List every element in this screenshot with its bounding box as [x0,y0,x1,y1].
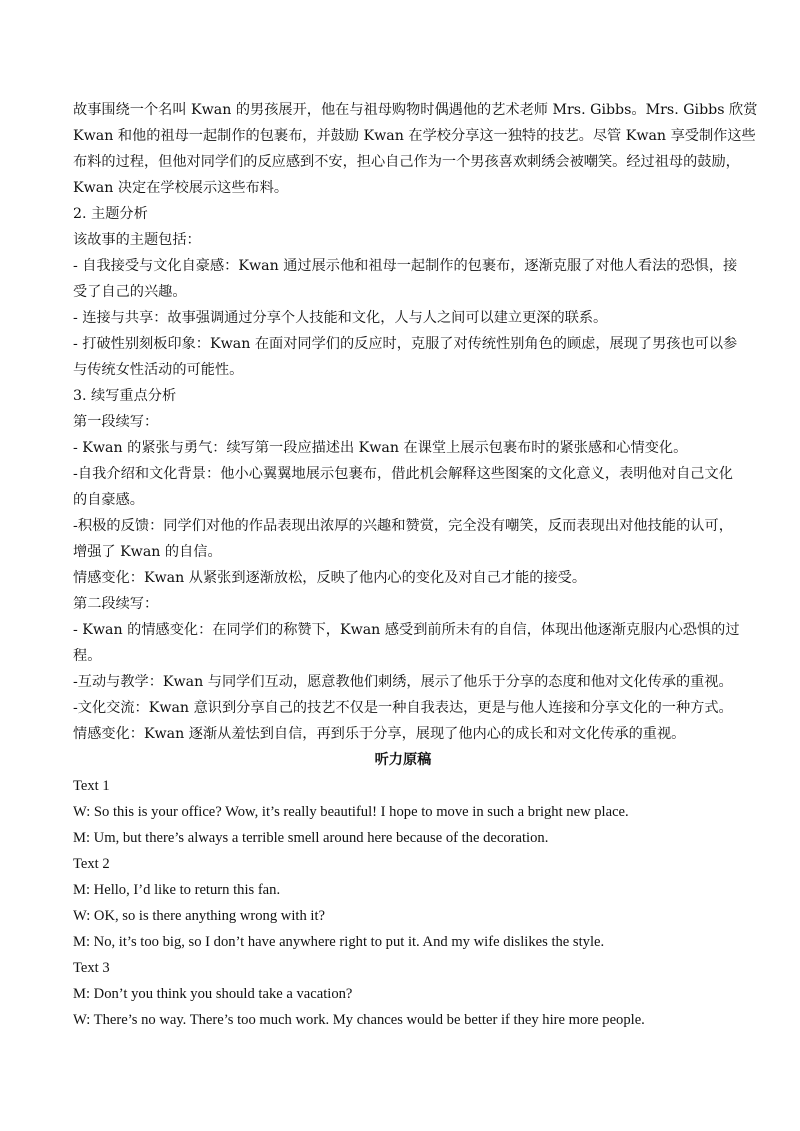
para2-heading: 第二段续写： [73,596,159,612]
dialogue-line: M: Don’t you think you should take a vacation? [73,986,353,1002]
theme-heading: 2. 主题分析 [73,206,148,222]
dialogue-line: W: So this is your office? Wow, it’s really beautiful! I hope to move in such a bright new place. [73,804,629,820]
summary-line: 故事围绕一个名叫 Kwan 的男孩展开，他在与祖母购物时偶遇他的艺术老师 Mrs. Gibbs。Mrs. Gibbs 欣赏 [73,102,758,118]
dialogue-line: M: Hello, I’d like to return this fan. [73,882,281,898]
para1-heading: 第一段续写： [73,414,159,430]
para1-line: - Kwan 的紧张与勇气：续写第一段应描述出 Kwan 在课堂上展示包裹布时的紧张感和心情变化。 [73,440,688,456]
dialogue-line: W: OK, so is there anything wrong with it? [73,908,325,924]
theme-point: - 打破性别刻板印象：Kwan 在面对同学们的反应时，克服了对传统性别角色的顾虑，展现了男孩也可以参 [73,336,738,352]
para1-line: 的自豪感。 [73,492,144,508]
analysis-heading: 3. 续写重点分析 [73,388,177,404]
dialogue-line: W: There’s no way. There’s too much work. My chances would be better if they hire more people. [73,1012,645,1028]
text2-label: Text 2 [73,856,110,872]
theme-point: - 连接与共享：故事强调通过分享个人技能和文化，人与人之间可以建立更深的联系。 [73,310,608,326]
summary-line: Kwan 和他的祖母一起制作的包裹布，并鼓励 Kwan 在学校分享这一独特的技艺。尽管 Kwan 享受制作这些 [73,128,756,144]
document-page [73,97,758,1033]
para2-line: 程。 [73,648,102,664]
theme-analysis-section [73,201,738,383]
transcript-title: 听力原稿 [374,752,432,768]
dialogue-line: M: Um, but there’s always a terrible smell around here because of the decoration. [73,830,549,846]
dialogue-line: M: No, it’s too big, so I don’t have anywhere right to put it. And my wife dislikes the style. [73,934,605,950]
continuation-analysis-section [73,383,740,747]
listening-transcript-section [73,747,733,1033]
para1-line: 情感变化：Kwan 从紧张到逐渐放松，反映了他内心的变化及对自己才能的接受。 [73,570,587,586]
theme-intro: 该故事的主题包括： [73,232,201,248]
text1-label: Text 1 [73,778,110,794]
text3-label: Text 3 [73,960,110,976]
story-summary [73,97,758,201]
theme-point: 与传统女性活动的可能性。 [73,362,244,378]
summary-line: Kwan 决定在学校展示这些布料。 [73,180,289,196]
para2-line: -互动与教学：Kwan 与同学们互动，愿意教他们刺绣，展示了他乐于分享的态度和他对文化传承的重视。 [73,674,733,690]
theme-point: 受了自己的兴趣。 [73,284,187,300]
para1-line: -积极的反馈：同学们对他的作品表现出浓厚的兴趣和赞赏，完全没有嘲笑，反而表现出对他技能的认可， [73,518,733,534]
para2-line: - Kwan 的情感变化：在同学们的称赞下，Kwan 感受到前所未有的自信，体现出他逐渐克服内心恐惧的过 [73,622,740,638]
theme-point: - 自我接受与文化自豪感：Kwan 通过展示他和祖母一起制作的包裹布，逐渐克服了对他人看法的恐惧，接 [73,258,738,274]
para2-line: 情感变化：Kwan 逐渐从羞怯到自信，再到乐于分享，展现了他内心的成长和对文化传承的重视。 [73,726,686,742]
summary-line: 布料的过程，但他对同学们的反应感到不安，担心自己作为一个男孩喜欢刺绣会被嘲笑。经过祖母的鼓励， [73,154,740,170]
para1-line: 增强了 Kwan 的自信。 [73,544,222,560]
para1-line: -自我介绍和文化背景：他小心翼翼地展示包裹布，借此机会解释这些图案的文化意义，表明他对自己文化 [73,466,733,482]
para2-line: -文化交流：Kwan 意识到分享自己的技艺不仅是一种自我表达，更是与他人连接和分享文化的一种方式。 [73,700,733,716]
